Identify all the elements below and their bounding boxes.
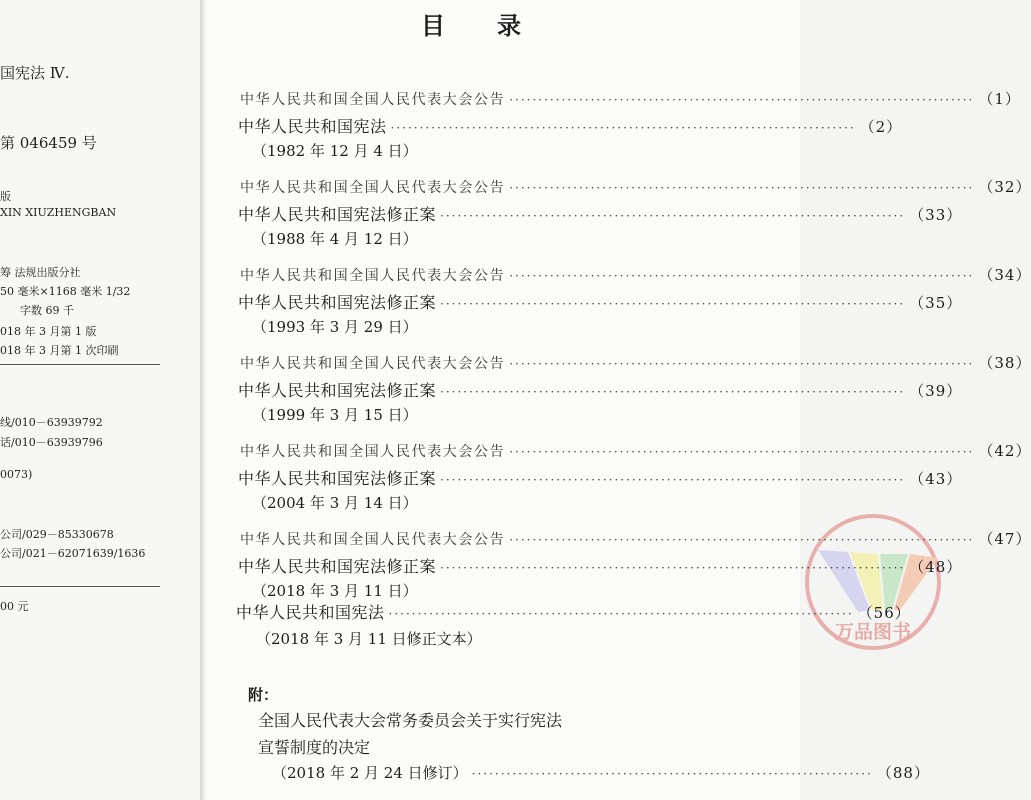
postal-code: 0073) [0, 468, 33, 481]
toc-page-number: （39） [909, 382, 963, 400]
toc-entry-title: 中华人民共和国宪法修正案 [238, 557, 437, 576]
toc-page-number: （33） [909, 206, 963, 224]
price: 00 元 [0, 600, 29, 613]
leader-dots: ················································································ [509, 445, 975, 459]
watermark-text: 万品图书 [834, 621, 912, 643]
leader-dots: ················································································ [440, 561, 906, 575]
divider [0, 586, 160, 587]
leader-dots: ················································································ [509, 93, 975, 107]
toc-page-number: （48） [909, 558, 963, 576]
appendix-date: （2018 年 2 月 24 日修订） [272, 764, 468, 782]
appendix-label: 附： [248, 686, 279, 704]
toc-entry-title: 中华人民共和国宪法 [238, 117, 387, 136]
toc-entry-title: 中华人民共和国宪法修正案 [238, 469, 437, 488]
toc-entry-title: 中华人民共和国宪法修正案 [238, 205, 437, 224]
toc-entry-date: （2018 年 3 月 11 日） [252, 582, 418, 600]
toc-entry-date: （2004 年 3 月 14 日） [252, 494, 418, 512]
toc-page-number: （56） [857, 604, 911, 622]
leader-dots: ····································································· [471, 767, 873, 781]
toc-entry-announcement [240, 440, 1031, 461]
appendix-page: （88） [876, 764, 930, 782]
toc-entry-announcement [240, 528, 1031, 549]
leader-dots: ················································································ [509, 357, 975, 371]
toc-page-number: （43） [909, 470, 963, 488]
toc-entry-date: （2018 年 3 月 11 日修正文本） [256, 630, 482, 648]
publisher-division: 筹 法规出版分社 [0, 266, 81, 279]
phone-line-1: 线/010－63939792 [0, 416, 103, 429]
toc-entry-title: 中华人民共和国全国人民代表大会公告 [240, 180, 506, 196]
toc-entry-constitution [238, 202, 963, 225]
toc-page-number: （2） [859, 118, 903, 136]
leader-dots: ················································································ [509, 181, 975, 195]
toc-entry-date: （1993 年 3 月 29 日） [252, 318, 418, 336]
appendix-entry [272, 762, 930, 783]
toc-page [206, 0, 1031, 800]
toc-entry-date: （1982 年 12 月 4 日） [252, 142, 418, 160]
toc-entry-announcement [240, 176, 1031, 197]
toc-entry-constitution [238, 114, 903, 137]
printing-date: 018 年 3 月第 1 次印刷 [0, 344, 119, 357]
toc-page-number: （34） [978, 266, 1031, 284]
page-title: 目录 [421, 12, 573, 40]
pinyin-title: XIN XIUZHENGBAN [0, 206, 117, 219]
format-size: 50 毫米×1168 毫米 1/32 [0, 285, 131, 298]
cip-number: 第 046459 号 [0, 134, 97, 152]
toc-entry-constitution [238, 466, 963, 489]
toc-entry-title: 中华人民共和国全国人民代表大会公告 [240, 92, 506, 108]
toc-entry-date: （1999 年 3 月 15 日） [252, 406, 418, 424]
appendix-title-line-1: 全国人民代表大会常务委员会关于实行宪法 [258, 711, 563, 730]
distributor-phone-2: 公司/021－62071639/1636 [0, 547, 146, 560]
toc-entry-constitution [238, 378, 963, 401]
toc-entry-title: 中华人民共和国宪法修正案 [238, 293, 437, 312]
word-count: 字数 69 千 [20, 304, 74, 317]
toc-entry-announcement [240, 352, 1031, 373]
edition-label: 版 [0, 190, 11, 203]
toc-page-number: （32） [978, 178, 1031, 196]
toc-entry-constitution [238, 290, 963, 313]
appendix-title-line-2: 宣誓制度的决定 [258, 738, 371, 757]
toc-entry-date: （1988 年 4 月 12 日） [252, 230, 418, 248]
edition-date: 018 年 3 月第 1 版 [0, 325, 97, 338]
toc-page-number: （1） [978, 90, 1021, 108]
leader-dots: ················································································ [509, 533, 975, 547]
toc-entry-announcement [240, 264, 1031, 285]
leader-dots: ················································································ [440, 209, 906, 223]
toc-entry-title: 中华人民共和国宪法修正案 [238, 381, 437, 400]
toc-entry-title: 中华人民共和国全国人民代表大会公告 [240, 356, 506, 372]
divider [0, 364, 160, 365]
copyright-page [0, 0, 200, 800]
leader-dots: ················································································ [440, 297, 906, 311]
final-entry-line [236, 600, 911, 623]
toc-entry-title: 中华人民共和国全国人民代表大会公告 [240, 268, 506, 284]
toc-page-number: （42） [978, 442, 1031, 460]
toc-entry-announcement [240, 88, 1021, 109]
toc-entry-title: 中华人民共和国全国人民代表大会公告 [240, 444, 506, 460]
toc-page-number: （35） [909, 294, 963, 312]
leader-dots: ················································································ [440, 385, 906, 399]
leader-dots: ················································································ [509, 269, 975, 283]
toc-entry-constitution [238, 554, 963, 577]
phone-line-2: 话/010－63939796 [0, 436, 103, 449]
distributor-phone-1: 公司/029－85330678 [0, 528, 114, 541]
toc-entry-title: 中华人民共和国全国人民代表大会公告 [240, 532, 506, 548]
cip-classification: 国宪法 Ⅳ. [0, 64, 70, 82]
leader-dots: ················································································ [440, 473, 906, 487]
toc-page-number: （38） [978, 354, 1031, 372]
leader-dots: ················································································ [388, 607, 854, 621]
leader-dots: ················································································ [390, 121, 856, 135]
toc-page-number: （47） [978, 530, 1031, 548]
toc-entry-title: 中华人民共和国宪法 [236, 603, 385, 622]
